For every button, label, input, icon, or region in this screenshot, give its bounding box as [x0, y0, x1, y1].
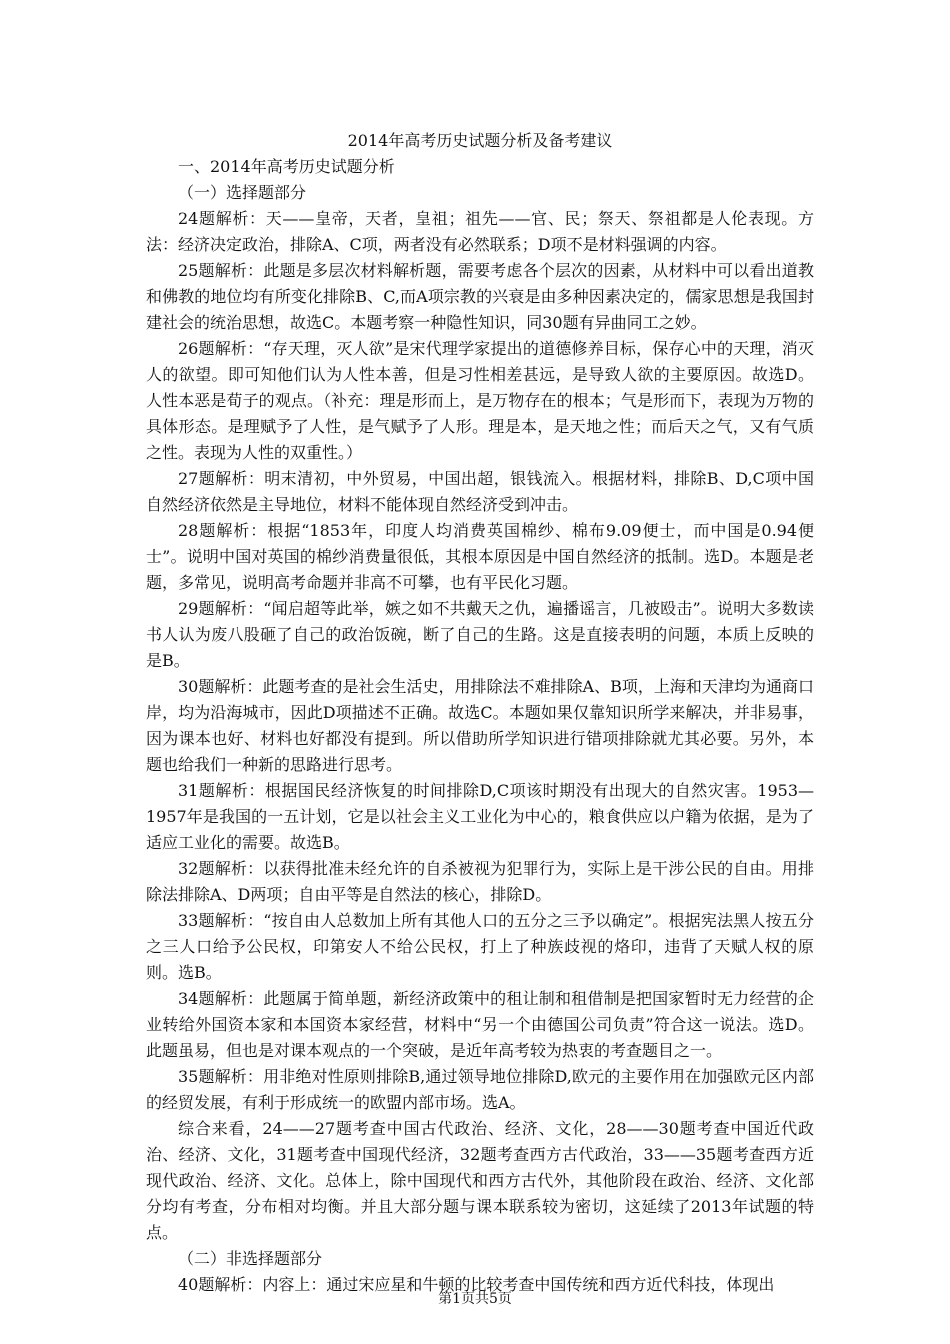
paragraph-q33: 33题解析：“按自由人总数加上所有其他人口的五分之三予以确定”。根据宪法黑人按五分之三人口给予公民权，印第安人不给公民权，打上了种族歧视的烙印，违背了天赋人权的原则。选B。 [146, 911, 814, 982]
document-title: 2014年高考历史试题分析及备考建议 [347, 131, 613, 150]
section-heading: 一、2014年高考历史试题分析 [178, 157, 395, 176]
paragraph-q24: 24题解析：天——皇帝，天者，皇祖；祖先——官、民；祭天、祭祖都是人伦表现。方法：经济决定政治，排除A、C项，两者没有必然联系；D项不是材料强调的内容。 [146, 209, 814, 254]
paragraph-q34: 34题解析：此题属于简单题，新经济政策中的租让制和租借制是把国家暂时无力经营的企业转给外国资本家和本国资本家经营，材料中“另一个由德国公司负责”符合这一说法。选D。此题虽易，但也是对课本观点的一个突破，是近年高考较为热衷的考查题目之一。 [146, 989, 814, 1060]
paragraph-q40: 40题解析：内容上：通过宋应星和牛顿的比较考查中国传统和西方近代科技，体现出 [178, 1275, 775, 1294]
paragraph-q27: 27题解析：明末清初，中外贸易，中国出超，银钱流入。根据材料，排除B、D,C项中国自然经济依然是主导地位，材料不能体现自然经济受到冲击。 [146, 469, 814, 514]
paragraph-q31: 31题解析：根据国民经济恢复的时间排除D,C项该时期没有出现大的自然灾害。1953—1957年是我国的一五计划，它是以社会主义工业化为中心的，粮食供应以户籍为依据，是为了适应工业化的需要。故选B。 [146, 781, 814, 852]
paragraph-q32: 32题解析：以获得批准未经允许的自杀被视为犯罪行为，实际上是干涉公民的自由。用排除法排除A、D两项；自由平等是自然法的核心，排除D。 [146, 859, 814, 904]
paragraph-q29: 29题解析：“闻启超等此举，嫉之如不共戴天之仇，遍播谣言，几被殴击”。说明大多数读书人认为废八股砸了自己的政治饭碗，断了自己的生路。这是直接表明的问题，本质上反映的是B。 [146, 599, 814, 670]
paragraph-q35: 35题解析：用非绝对性原则排除B,通过领导地位排除D,欧元的主要作用在加强欧元区内部的经贸发展，有利于形成统一的欧盟内部市场。选A。 [146, 1067, 814, 1112]
document-page [146, 128, 814, 1298]
paragraph-q25: 25题解析：此题是多层次材料解析题，需要考虑各个层次的因素，从材料中可以看出道教和佛教的地位均有所变化排除B、C,而A项宗教的兴衰是由多种因素决定的，儒家思想是我国封建社会的统治思想，故选C。本题考察一种隐性知识，同30题有异曲同工之妙。 [146, 261, 814, 332]
page-footer: 第1页共5页 [438, 1291, 512, 1307]
subsection-heading: （一）选择题部分 [178, 183, 307, 202]
paragraph-q26: 26题解析：“存天理，灭人欲”是宋代理学家提出的道德修养目标，保存心中的天理，消灭人的欲望。即可知他们认为人性本善，但是习性相差甚远，是导致人欲的主要原因。故选D。人性本恶是荀子的观点。（补充：理是形而上，是万物存在的根本；气是形而下，表现为万物的具体形态。是理赋予了人性，是气赋予了人形。理是本，是天地之性；而后天之气，又有气质之性。表现为人性的双重性。） [146, 339, 814, 462]
subsection-heading-2: （二）非选择题部分 [178, 1249, 323, 1268]
paragraph-q28: 28题解析：根据“1853年，印度人均消费英国棉纱、棉布9.09便士，而中国是0.94便士”。说明中国对英国的棉纱消费量很低，其根本原因是中国自然经济的抵制。选D。本题是老题，多常见，说明高考命题并非高不可攀，也有平民化习题。 [146, 521, 814, 592]
paragraph-summary: 综合来看，24——27题考查中国古代政治、经济、文化，28——30题考查中国近代政治、经济、文化，31题考查中国现代经济，32题考查西方古代政治，33——35题考查西方近现代政治、经济、文化。总体上，除中国现代和西方古代外，其他阶段在政治、经济、文化部分均有考查，分布相对均衡。并且大部分题与课本联系较为密切，这延续了2013年试题的特点。 [146, 1119, 814, 1242]
paragraph-q30: 30题解析：此题考查的是社会生活史，用排除法不难排除A、B项，上海和天津均为通商口岸，均为沿海城市，因此D项描述不正确。故选C。本题如果仅靠知识所学来解决，并非易事，因为课本也好、材料也好都没有提到。所以借助所学知识进行错项排除就尤其必要。另外，本题也给我们一种新的思路进行思考。 [146, 677, 814, 774]
